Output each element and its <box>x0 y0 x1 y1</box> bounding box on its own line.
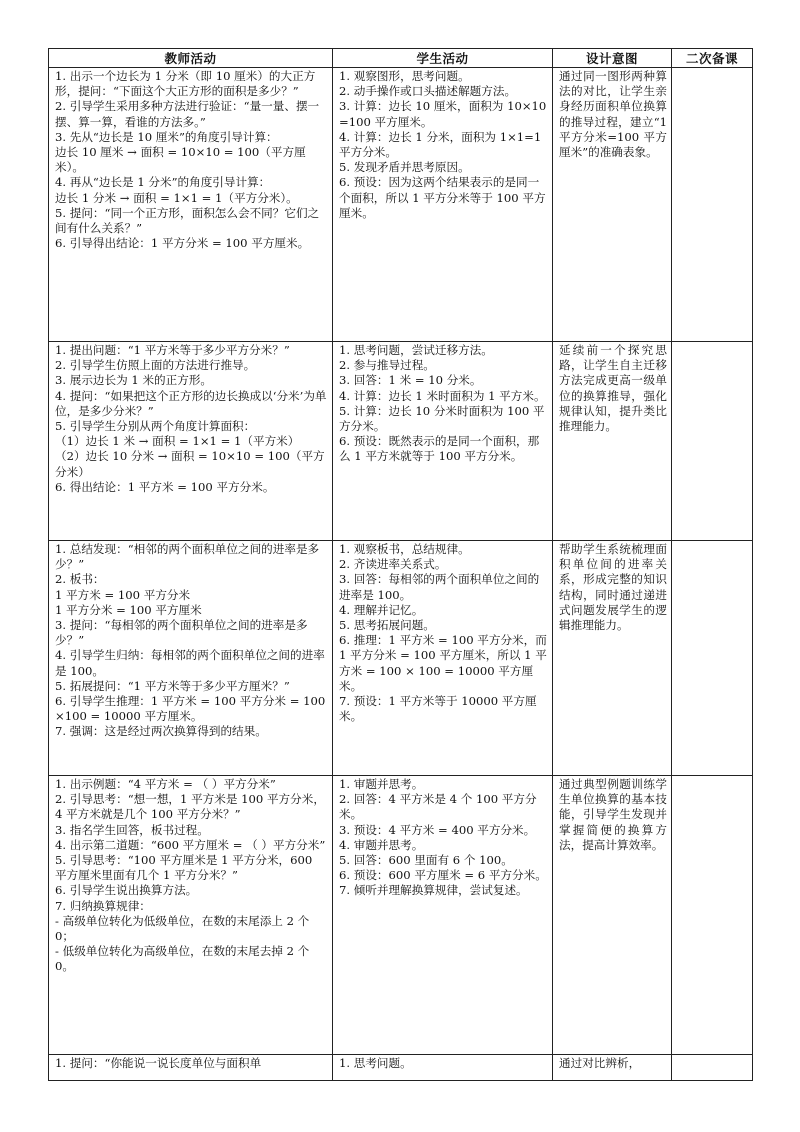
student-line: 1. 观察图形，思考问题。 <box>339 69 470 83</box>
teacher-line: 1. 总结发现：“相邻的两个面积单位之间的进率是多少？” <box>55 542 320 572</box>
teacher-line: 1. 提出问题：“1 平方米等于多少平方分米？” <box>55 343 290 357</box>
teacher-line: 4. 提问：“如果把这个正方形的边长换成以‘分米’为单位，是多少分米？” <box>55 388 327 418</box>
student-line: 4. 审题并思考。 <box>339 837 424 852</box>
student-line: 3. 回答：每相邻的两个面积单位之间的进率是 100。 <box>339 572 540 602</box>
teacher-line: 6. 得出结论：1 平方米 = 100 平方分米。 <box>55 479 275 494</box>
student-line: 5. 思考拓展问题。 <box>339 618 435 633</box>
teacher-line: 5. 引导学生分别从两个角度计算面积： <box>55 419 256 434</box>
student-line: 1. 观察板书，总结规律。 <box>339 542 470 556</box>
teacher-line: 1 平方分米 = 100 平方厘米 <box>55 602 202 617</box>
teacher-line: 1. 出示一个边长为 1 分米（即 10 厘米）的大正方形，提问：“下面这个大正方形的面积是多少？” <box>55 69 316 99</box>
intent-text: 通过同一图形两种算法的对比，让学生亲身经历面积单位换算的推导过程，建立“1 平方分米=100 平方厘米”的准确表象。 <box>559 69 667 160</box>
teacher-line: 3. 提问：“每相邻的两个面积单位之间的进率是多少？” <box>55 618 308 648</box>
student-line: 4. 理解并记忆。 <box>339 602 424 617</box>
intent-text: 延续前一个探究思路，让学生自主迁移方法完成更高一级单位的换算推导，强化规律认知，提升类比推理能力。 <box>559 343 667 434</box>
teacher-cell <box>49 1055 333 1081</box>
teacher-line: 7. 归纳换算规律： <box>55 898 151 913</box>
teacher-line: 6. 引导得出结论：1 平方分米 = 100 平方厘米。 <box>55 236 310 251</box>
teacher-line: 6. 引导学生说出换算方法。 <box>55 883 198 898</box>
teacher-line: 3. 先从“边长是 10 厘米”的角度引导计算： <box>55 129 278 144</box>
student-cell <box>333 68 553 342</box>
second-prep-cell <box>672 342 753 541</box>
teacher-line: （1）边长 1 米 → 面积 = 1×1 = 1（平方米） <box>55 434 300 449</box>
lesson-plan-table <box>48 48 753 1081</box>
student-line: 7. 预设：1 平方米等于 10000 平方厘米。 <box>339 694 537 724</box>
student-line: 2. 回答：4 平方米是 4 个 100 平方分米。 <box>339 792 537 822</box>
second-prep-text <box>672 541 752 775</box>
header-design-intent: 设计意图 <box>553 49 672 68</box>
second-prep-cell <box>672 541 753 776</box>
student-line: 2. 动手操作或口头描述解题方法。 <box>339 84 517 99</box>
teacher-line: 4. 出示第二道题：“600 平方厘米 = （ ）平方分米” <box>55 837 326 852</box>
teacher-line: - 低级单位转化为高级单位，在数的末尾去掉 2 个 0。 <box>55 944 310 974</box>
second-prep-text <box>672 1055 752 1080</box>
teacher-line: 4. 引导学生归纳：每相邻的两个面积单位之间的进率是 100。 <box>55 648 325 678</box>
intent-text: 帮助学生系统梳理面积单位间的进率关系，形成完整的知识结构，同时通过递进式问题发展学生的逻辑推理能力。 <box>559 542 667 633</box>
student-cell <box>333 776 553 1055</box>
second-prep-cell <box>672 1055 753 1081</box>
student-line: 5. 计算：边长 10 分米时面积为 100 平方分米。 <box>339 403 545 434</box>
student-line: 6. 预设：因为这两个结果表示的是同一个面积，所以 1 平方分米等于 100 平方厘米。 <box>339 175 546 220</box>
student-line: 1. 思考问题。 <box>339 1056 412 1070</box>
student-cell <box>333 541 553 776</box>
teacher-line: 1 平方米 = 100 平方分米 <box>55 587 191 602</box>
teacher-line: 边长 1 分米 → 面积 = 1×1 = 1（平方分米）。 <box>55 190 298 205</box>
teacher-cell <box>49 776 333 1055</box>
header-student-activity: 学生活动 <box>333 49 553 68</box>
student-cell <box>333 1055 553 1081</box>
teacher-line: 1. 出示例题：“4 平方米 = （ ）平方分米” <box>55 777 276 791</box>
teacher-line: 边长 10 厘米 → 面积 = 10×10 = 100（平方厘米）。 <box>55 145 306 175</box>
table-row <box>49 68 753 342</box>
intent-text: 通过对比辨析， <box>559 1056 641 1070</box>
table-row <box>49 342 753 541</box>
intent-text: 通过典型例题训练学生单位换算的基本技能，引导学生发现并掌握简便的换算方法，提高计算效率。 <box>559 777 667 852</box>
table-row <box>49 776 753 1055</box>
table-row <box>49 541 753 776</box>
teacher-cell <box>49 541 333 776</box>
second-prep-text <box>672 68 752 341</box>
student-cell <box>333 342 553 541</box>
student-line: 6. 推理：1 平方米 = 100 平方分米，而 1 平方分米 = 100 平方厘米，所以 1 平方米 = 100 × 100 = 10000 平方厘米。 <box>339 633 547 693</box>
intent-cell <box>553 1055 672 1081</box>
intent-cell <box>553 342 672 541</box>
student-line: 1. 思考问题，尝试迁移方法。 <box>339 343 493 357</box>
student-line: 5. 发现矛盾并思考原因。 <box>339 160 470 175</box>
second-prep-cell <box>672 776 753 1055</box>
student-line: 6. 预设：600 平方厘米 = 6 平方分米。 <box>339 868 547 883</box>
teacher-line: 3. 指名学生回答，板书过程。 <box>55 822 209 837</box>
teacher-cell <box>49 342 333 541</box>
teacher-line: 1. 提问：“你能说一说长度单位与面积单 <box>55 1056 262 1070</box>
teacher-line: 2. 板书： <box>55 572 105 587</box>
student-line: 7. 倾听并理解换算规律，尝试复述。 <box>339 883 528 898</box>
header-teacher-activity: 教师活动 <box>49 49 333 68</box>
intent-cell <box>553 776 672 1055</box>
student-line: 3. 预设：4 平方米 = 400 平方分米。 <box>339 822 536 837</box>
student-line: 4. 计算：边长 1 米时面积为 1 平方米。 <box>339 388 546 403</box>
table-row <box>49 1055 753 1081</box>
student-line: 2. 齐读进率关系式。 <box>339 557 447 572</box>
teacher-line: 4. 再从“边长是 1 分米”的角度引导计算： <box>55 175 271 190</box>
student-line: 3. 回答：1 米 = 10 分米。 <box>339 373 482 388</box>
student-line: 4. 计算：边长 1 分米，面积为 1×1=1 平方分米。 <box>339 129 542 160</box>
teacher-line: （2）边长 10 分米 → 面积 = 10×10 = 100（平方分米） <box>55 449 325 479</box>
student-line: 3. 计算：边长 10 厘米，面积为 10×10=100 平方厘米。 <box>339 99 547 129</box>
teacher-line: - 高级单位转化为低级单位，在数的末尾添上 2 个 0； <box>55 913 310 944</box>
teacher-line: 7. 强调：这是经过两次换算得到的结果。 <box>55 724 267 739</box>
teacher-line: 2. 引导学生采用多种方法进行验证：“量一量、摆一摆、算一算，看谁的方法多。” <box>55 99 320 129</box>
teacher-cell <box>49 68 333 342</box>
teacher-line: 5. 引导思考：“100 平方厘米是 1 平方分米，600 平方厘米里面有几个 1 平方分米？” <box>55 853 313 883</box>
intent-cell <box>553 68 672 342</box>
header-row <box>49 49 753 68</box>
student-line: 1. 审题并思考。 <box>339 777 424 791</box>
teacher-line: 6. 引导学生推理：1 平方米 = 100 平方分米 = 100×100 = 10000 平方厘米。 <box>55 694 326 724</box>
teacher-line: 5. 拓展提问：“1 平方米等于多少平方厘米？” <box>55 678 290 693</box>
student-line: 5. 回答：600 里面有 6 个 100。 <box>339 853 513 868</box>
intent-cell <box>553 541 672 776</box>
student-line: 2. 参与推导过程。 <box>339 358 435 373</box>
teacher-line: 5. 提问：“同一个正方形，面积怎么会不同？它们之间有什么关系？” <box>55 205 320 236</box>
second-prep-text <box>672 342 752 540</box>
teacher-line: 2. 引导思考：“想一想，1 平方米是 100 平方分米，4 平方米就是几个 100 平方分米？” <box>55 792 325 822</box>
second-prep-text <box>672 776 752 1054</box>
teacher-line: 2. 引导学生仿照上面的方法进行推导。 <box>55 358 256 373</box>
second-prep-cell <box>672 68 753 342</box>
teacher-line: 3. 展示边长为 1 米的正方形。 <box>55 373 213 388</box>
student-line: 6. 预设：既然表示的是同一个面积，那么 1 平方米就等于 100 平方分米。 <box>339 434 540 464</box>
header-second-prep: 二次备课 <box>672 49 753 68</box>
